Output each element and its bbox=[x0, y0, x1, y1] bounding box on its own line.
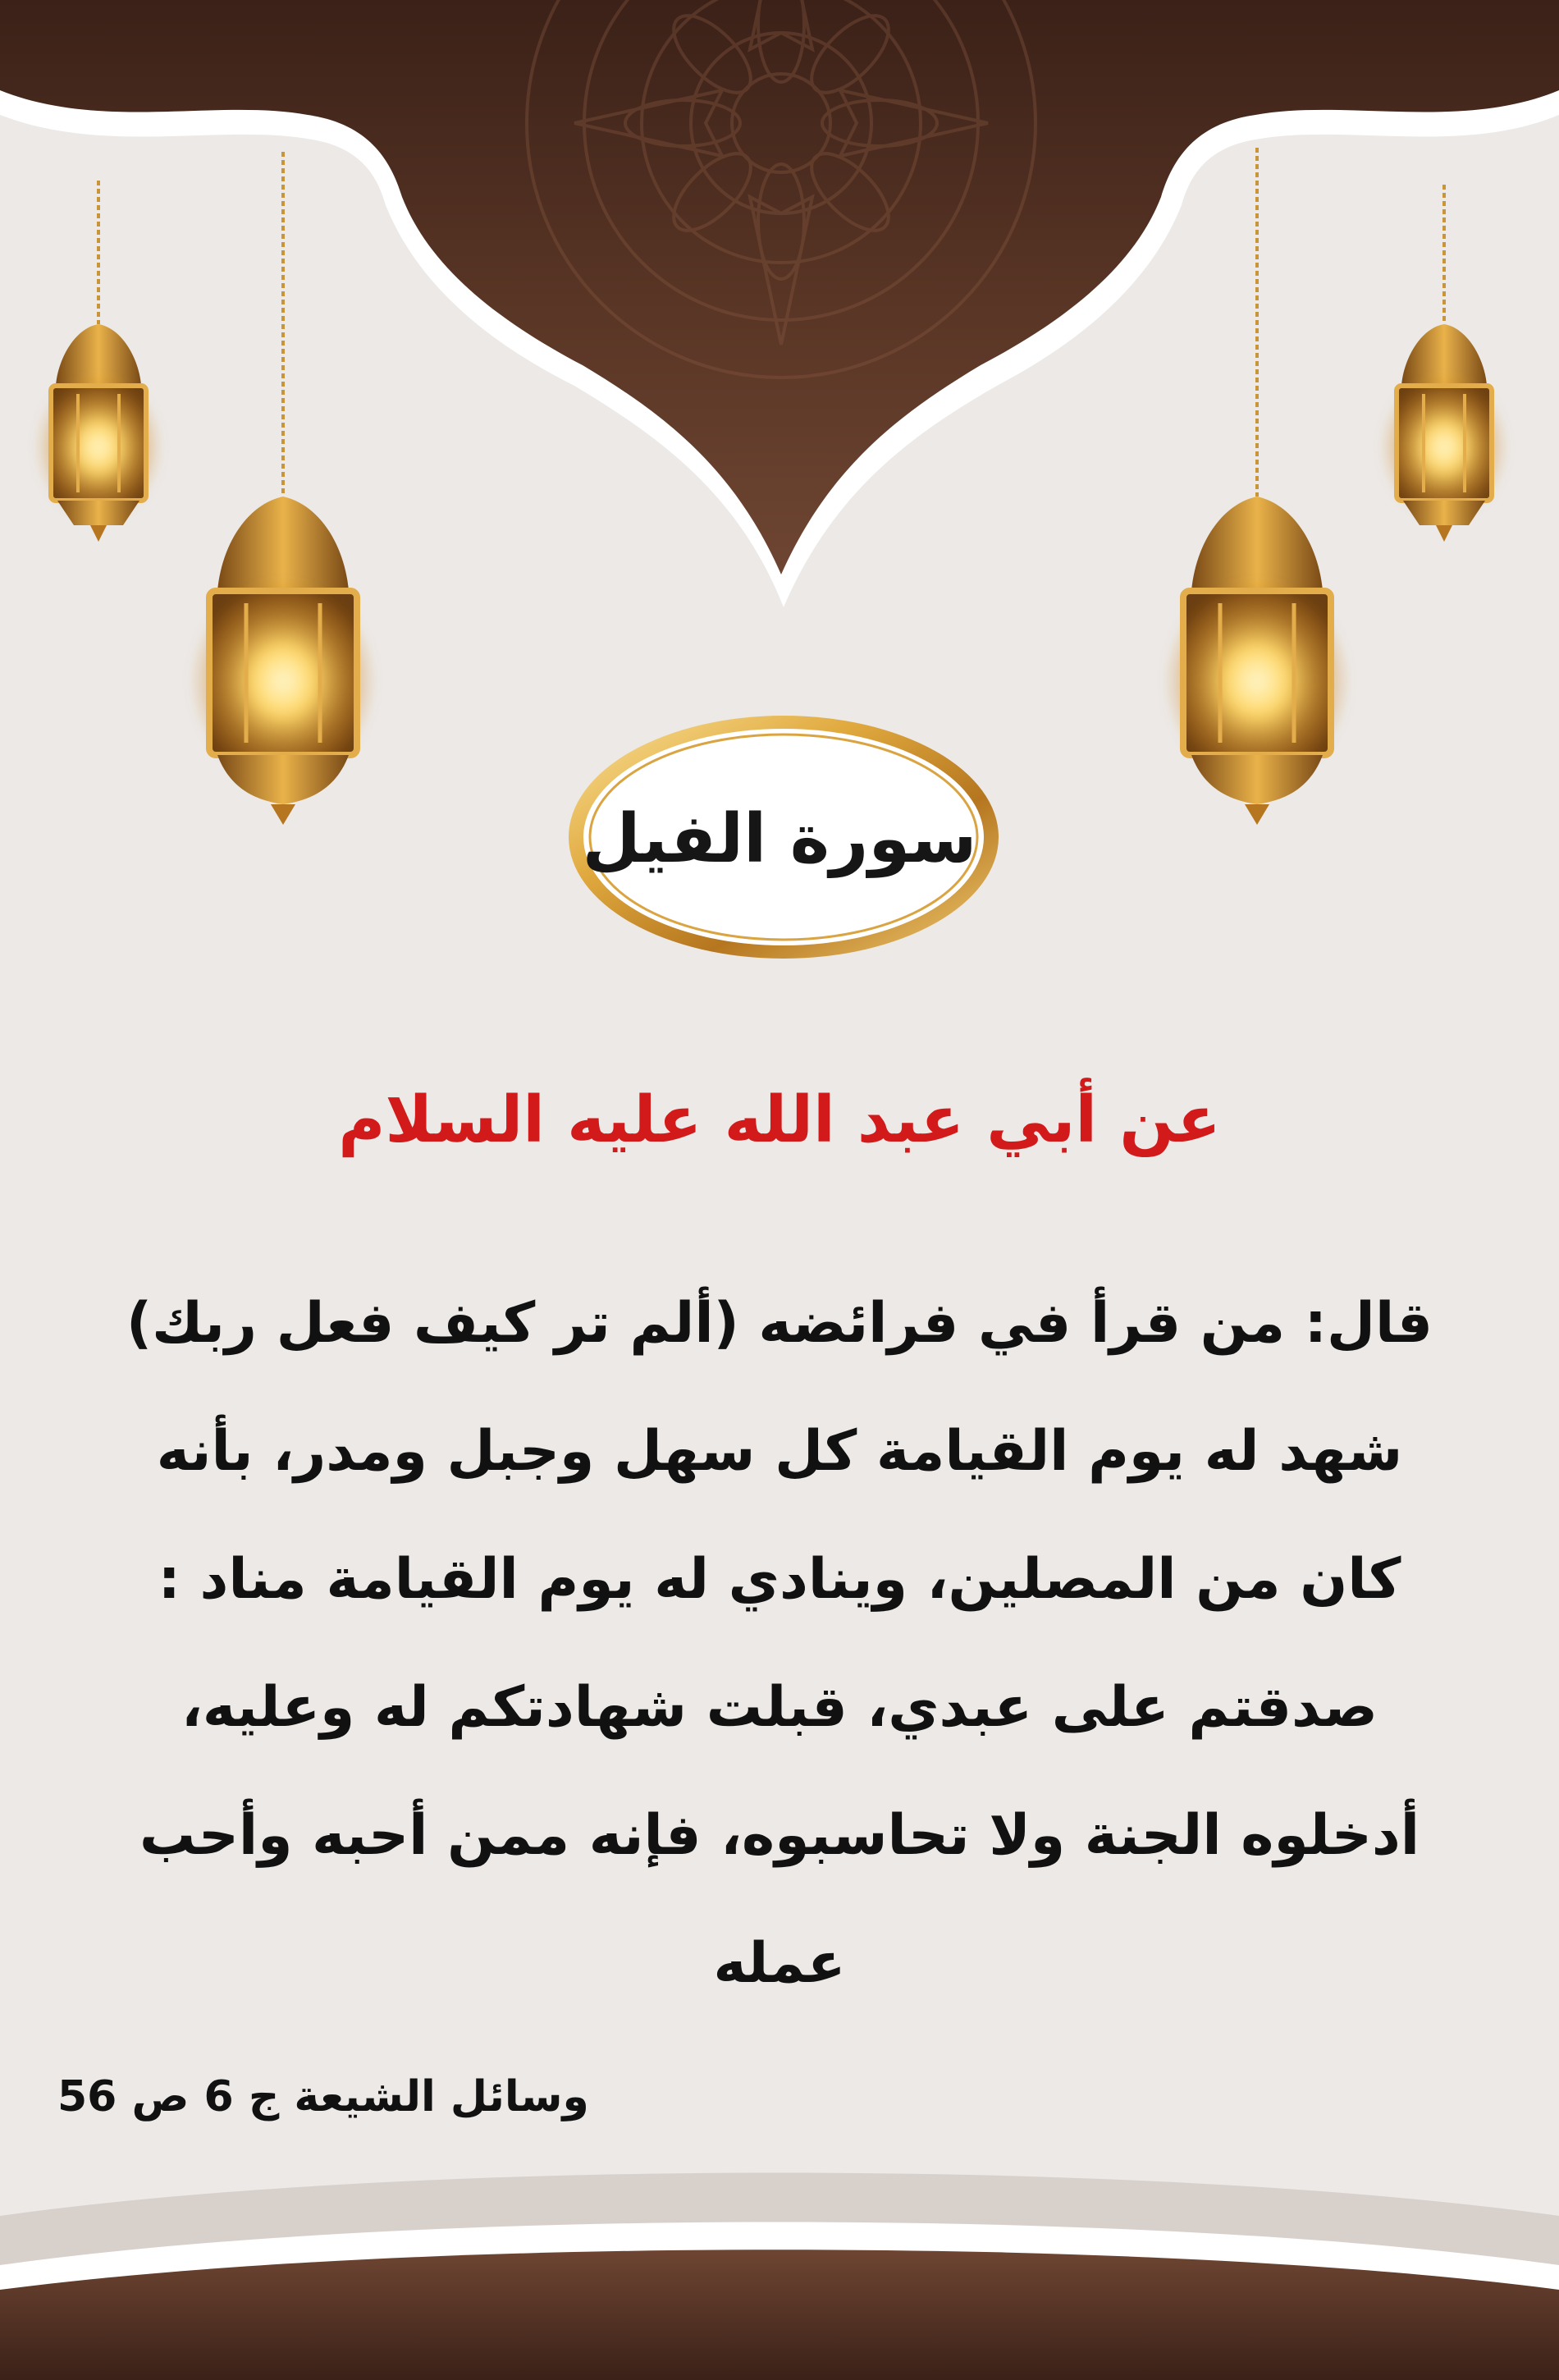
hadith-line: قال: من قرأ في فرائضه (ألم تر كيف فعل ربك) bbox=[126, 1291, 1433, 1356]
hanging-lantern-icon bbox=[1171, 148, 1343, 825]
top-arch-banner bbox=[0, 0, 1559, 607]
hadith-line: كان من المصلين، وينادي له يوم القيامة مناد : bbox=[158, 1547, 1401, 1612]
bottom-wave-banner bbox=[0, 2173, 1559, 2380]
hadith-text bbox=[94, 1260, 1465, 2028]
hanging-lantern-icon bbox=[1387, 185, 1502, 542]
hanging-lantern-icon bbox=[41, 181, 156, 542]
narrator-heading: عن أبي عبد الله عليه السلام bbox=[338, 1083, 1221, 1157]
hadith-line: صدقتم على عبدي، قبلت شهادتكم له وعليه، bbox=[181, 1675, 1378, 1740]
hadith-line: أدخلوه الجنة ولا تحاسبوه، فإنه ممن أحبه وأحب bbox=[139, 1803, 1420, 1868]
hadith-line: شهد له يوم القيامة كل سهل وجبل ومدر، بأنه bbox=[156, 1419, 1403, 1484]
hadith-line: عمله bbox=[713, 1931, 846, 1996]
hanging-lantern-icon bbox=[197, 152, 369, 825]
surah-title: سورة الفيل bbox=[582, 800, 977, 878]
source-reference: وسائل الشيعة ج 6 ص 56 bbox=[57, 2072, 589, 2121]
